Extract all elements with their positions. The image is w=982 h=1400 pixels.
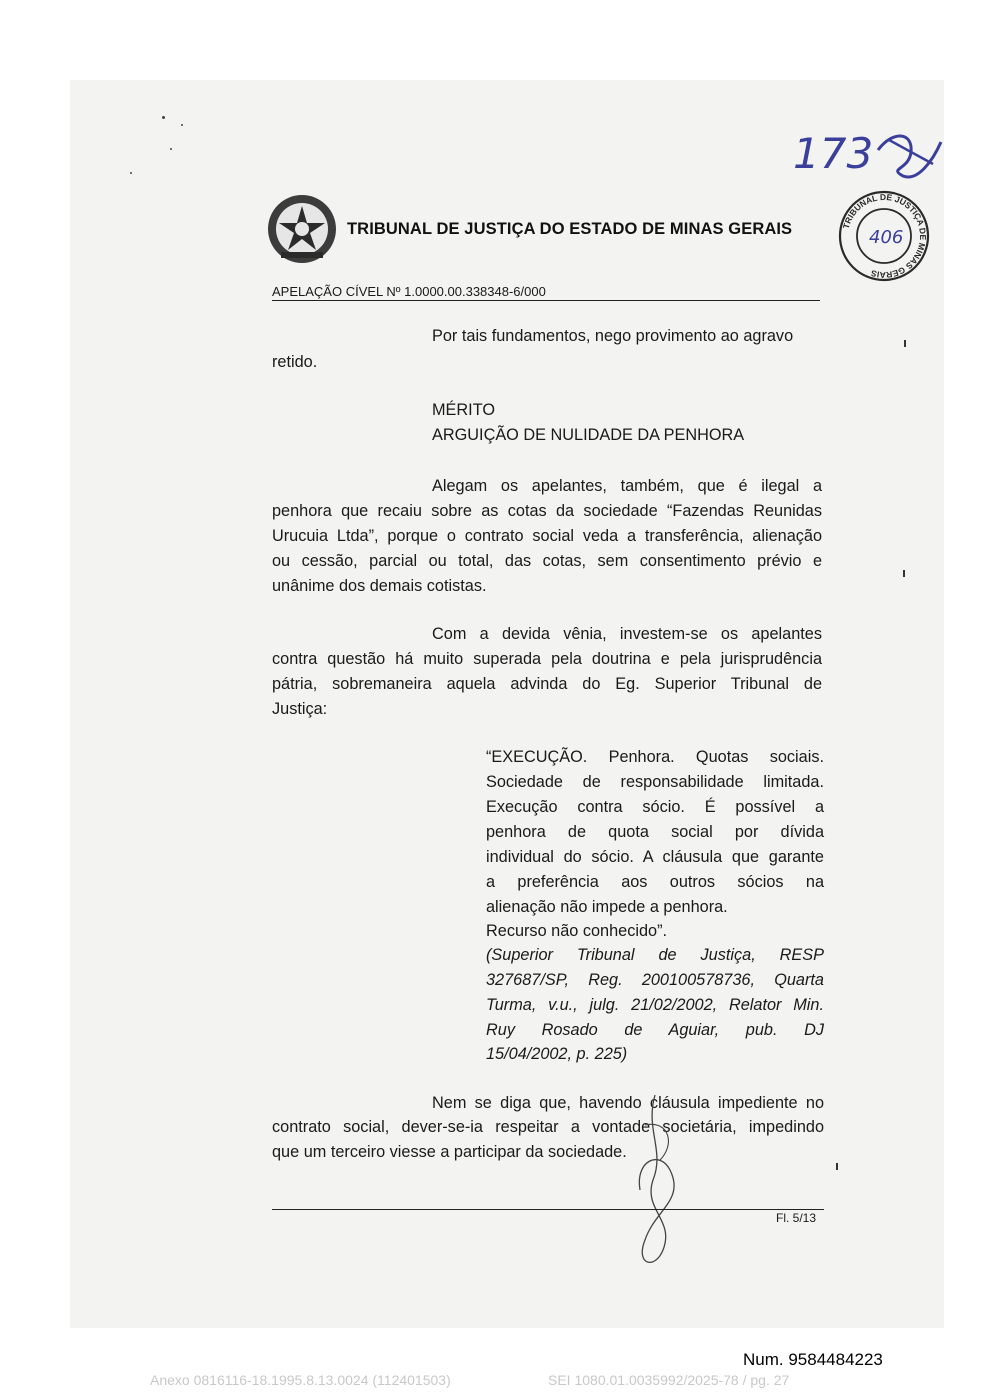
folio-number: Fl. 5/13 (776, 1211, 817, 1225)
court-seal-stamp (838, 190, 930, 282)
scan-speck (904, 340, 906, 347)
scan-speck (170, 148, 172, 150)
seal-text: TRIBUNAL DE JUSTIÇA DE MINAS GERAIS (840, 191, 929, 281)
court-title: TRIBUNAL DE JUSTIÇA DO ESTADO DE MINAS GERAIS (347, 220, 793, 238)
quote-line: Recurso não conhecido”. (486, 922, 668, 940)
coat-of-arms-emblem (265, 192, 339, 266)
paragraph-3-line: Justiça: (272, 700, 328, 718)
case-number: APELAÇÃO CÍVEL Nº 1.0000.00.338348-6/000 (272, 284, 820, 301)
quote-line: penhora de quota social por dívida (486, 823, 824, 841)
paragraph-1-line-1: Por tais fundamentos, nego provimento ao agravo (432, 327, 794, 345)
quote-line: a preferência aos outros sócios na (486, 873, 824, 891)
paragraph-3-line: Com a devida vênia, investem-se os apelantes (432, 625, 822, 643)
quote-line: Execução contra sócio. É possível a (486, 798, 824, 816)
citation-line: (Superior Tribunal de Justiça, RESP (486, 946, 824, 964)
quote-line: alienação não impede a penhora. (486, 898, 728, 916)
quote-line: individual do sócio. A cláusula que garante (486, 848, 824, 866)
handwritten-page-number (793, 120, 943, 190)
paragraph-2-line: Alegam os apelantes, também, que é ilegal a (432, 477, 822, 495)
paragraph-3-line: contra questão há muito superada pela doutrina e pela jurisprudência (272, 650, 822, 668)
paragraph-4-line: contrato social, dever-se-ia respeitar a vontade societária, impedindo (272, 1118, 824, 1136)
scan-speck (903, 570, 905, 577)
sei-reference: SEI 1080.01.0035992/2025-78 / pg. 27 (548, 1372, 790, 1388)
citation-line: Ruy Rosado de Aguiar, pub. DJ (486, 1021, 824, 1039)
paragraph-2-line: unânime dos demais cotistas. (272, 577, 487, 595)
paragraph-2-line: ou cessão, parcial ou total, das cotas, sem consentimento prévio e (272, 552, 822, 570)
heading-merito: MÉRITO (432, 401, 496, 419)
scan-speck (130, 172, 132, 174)
annex-reference: Anexo 0816116-18.1995.8.13.0024 (112401503) (150, 1372, 451, 1388)
paragraph-4-line: que um terceiro viesse a participar da sociedade. (272, 1143, 627, 1161)
document-number: Num. 9584484223 (743, 1350, 883, 1369)
paragraph-2-line: penhora que recaiu sobre as cotas da sociedade “Fazendas Reunidas (272, 502, 822, 520)
scan-speck (181, 124, 183, 126)
citation-line: 15/04/2002, p. 225) (486, 1045, 628, 1063)
seal-handwritten-number: 406 (869, 227, 904, 248)
scan-speck (836, 1163, 838, 1170)
citation-line: Turma, v.u., julg. 21/02/2002, Relator Min. (486, 996, 824, 1014)
footer-divider (272, 1209, 824, 1210)
scan-speck (162, 116, 165, 119)
paragraph-3-line: pátria, sobremaneira aquela advinda do Eg. Superior Tribunal de (272, 675, 822, 693)
paragraph-2-line: Urucuia Ltda”, porque o contrato social veda a transferência, alienação (272, 527, 822, 545)
quote-line: Sociedade de responsabilidade limitada. (486, 773, 824, 791)
paragraph-1-line-2: retido. (272, 353, 318, 371)
citation-line: 327687/SP, Reg. 200100578736, Quarta (486, 971, 824, 989)
handwritten-signature (615, 1090, 695, 1280)
quote-line: “EXECUÇÃO. Penhora. Quotas sociais. (486, 748, 824, 766)
handwritten-number-text: 173 (793, 129, 874, 178)
paragraph-4-line: Nem se diga que, havendo cláusula impediente no (432, 1094, 824, 1112)
heading-arguicao: ARGUIÇÃO DE NULIDADE DA PENHORA (432, 426, 745, 444)
